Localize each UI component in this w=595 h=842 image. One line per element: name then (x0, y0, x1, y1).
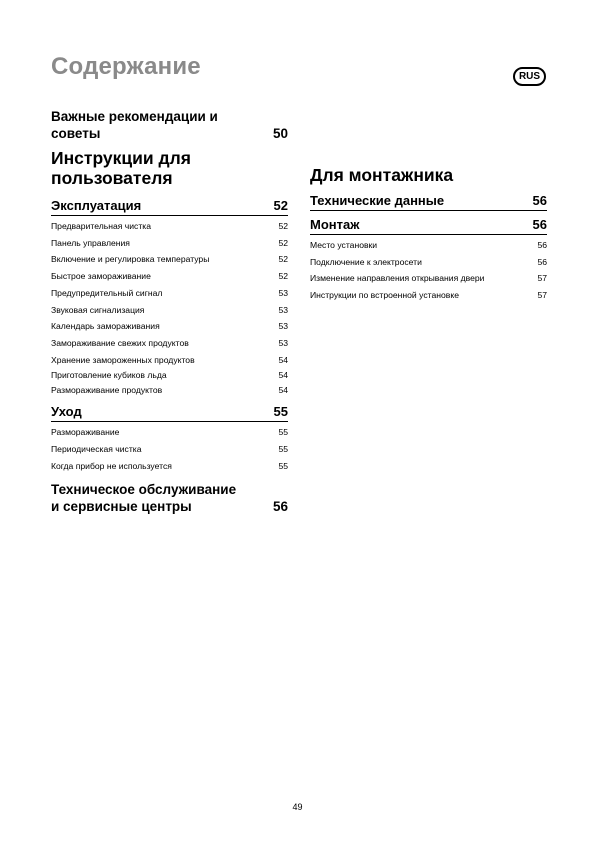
toc-item[interactable] (51, 318, 288, 335)
item-page: 56 (537, 240, 547, 250)
item-page: 56 (537, 256, 547, 267)
item-page: 54 (278, 385, 288, 396)
heading-label: Монтаж (310, 217, 360, 232)
item-page: 52 (278, 254, 288, 265)
toc-item[interactable] (51, 368, 288, 383)
toc-section-recommendations[interactable] (51, 108, 288, 142)
item-label: Панель управления (51, 237, 130, 248)
item-page: 53 (278, 337, 288, 348)
item-label: Хранение замороженных продуктов (51, 354, 195, 365)
item-page: 54 (278, 370, 288, 381)
item-label: Размораживание (51, 427, 120, 438)
toc-item[interactable] (51, 424, 288, 441)
toc-item[interactable] (51, 285, 288, 302)
toc-item[interactable] (51, 335, 288, 352)
toc-section-service[interactable] (51, 481, 288, 515)
heading-label: Уход (51, 404, 82, 420)
item-page: 55 (278, 444, 288, 455)
toc-item[interactable] (51, 458, 288, 475)
item-label: Подключение к электросети (310, 256, 422, 267)
item-page: 55 (278, 427, 288, 438)
heading-page-number: 56 (532, 193, 547, 208)
toc-item[interactable] (51, 302, 288, 319)
toc-heading-mounting[interactable] (310, 217, 547, 235)
toc-item[interactable] (51, 352, 288, 369)
item-page: 53 (278, 287, 288, 298)
section-title-line2: советы (51, 126, 101, 141)
heading-label: Эксплуатация (51, 198, 142, 213)
heading-label: Технические данные (310, 193, 445, 208)
item-page: 57 (537, 290, 547, 301)
toc-heading-tech-data[interactable] (310, 193, 547, 211)
item-label: Приготовление кубиков льда (51, 370, 167, 381)
toc-item[interactable] (51, 268, 288, 285)
language-badge: RUS (513, 67, 546, 86)
page-number: 49 (292, 802, 303, 812)
toc-left-column (51, 108, 288, 515)
users-instructions-title-line2: пользователя (51, 168, 173, 188)
item-label: Изменение направления открывания двери (310, 273, 485, 284)
item-label: Место установки (310, 240, 378, 250)
item-label: Предупредительный сигнал (51, 287, 163, 298)
item-label: Включение и регулировка температуры (51, 254, 210, 265)
toc-item[interactable] (51, 383, 288, 398)
item-page: 53 (278, 321, 288, 332)
toc-heading-operation[interactable] (51, 198, 288, 216)
section-title-line1: Важные рекомендации и (51, 109, 218, 124)
item-label: Предварительная чистка (51, 221, 152, 231)
item-page: 54 (278, 354, 288, 365)
toc-item[interactable] (51, 441, 288, 458)
item-page: 55 (278, 460, 288, 471)
toc-heading-care[interactable] (51, 404, 288, 422)
users-instructions-title-line1: Инструкции для (51, 148, 191, 168)
item-label: Звуковая сигнализация (51, 304, 145, 315)
item-page: 52 (278, 271, 288, 282)
item-label: Календарь замораживания (51, 321, 160, 332)
heading-page-number: 52 (273, 198, 288, 213)
page-title: Содержание (51, 53, 201, 80)
item-page: 52 (278, 237, 288, 248)
item-label: Инструкции по встроенной установке (310, 290, 459, 301)
toc-item[interactable] (51, 218, 288, 235)
toc-item[interactable] (51, 251, 288, 268)
toc-item[interactable] (310, 287, 547, 304)
section-page-number: 56 (272, 499, 288, 515)
section-page-number: 50 (272, 126, 288, 141)
section-title-line2: и сервисные центры (51, 499, 192, 515)
item-label: Периодическая чистка (51, 444, 142, 455)
toc-item[interactable] (310, 237, 547, 254)
item-label: Размораживание продуктов (51, 385, 163, 396)
item-label: Когда прибор не используется (51, 460, 172, 471)
toc-right-column (310, 165, 547, 304)
item-page: 52 (278, 221, 288, 231)
toc-item[interactable] (310, 270, 547, 287)
section-title-line1: Техническое обслуживание (51, 482, 237, 498)
item-page: 53 (278, 304, 288, 315)
heading-page-number: 55 (273, 404, 288, 420)
item-label: Замораживание свежих продуктов (51, 337, 189, 348)
item-page: 57 (537, 273, 547, 284)
item-label: Быстрое замораживание (51, 271, 151, 282)
toc-item[interactable] (310, 254, 547, 271)
heading-page-number: 56 (532, 217, 547, 232)
toc-item[interactable] (51, 235, 288, 252)
installer-title: Для монтажника (310, 165, 454, 185)
